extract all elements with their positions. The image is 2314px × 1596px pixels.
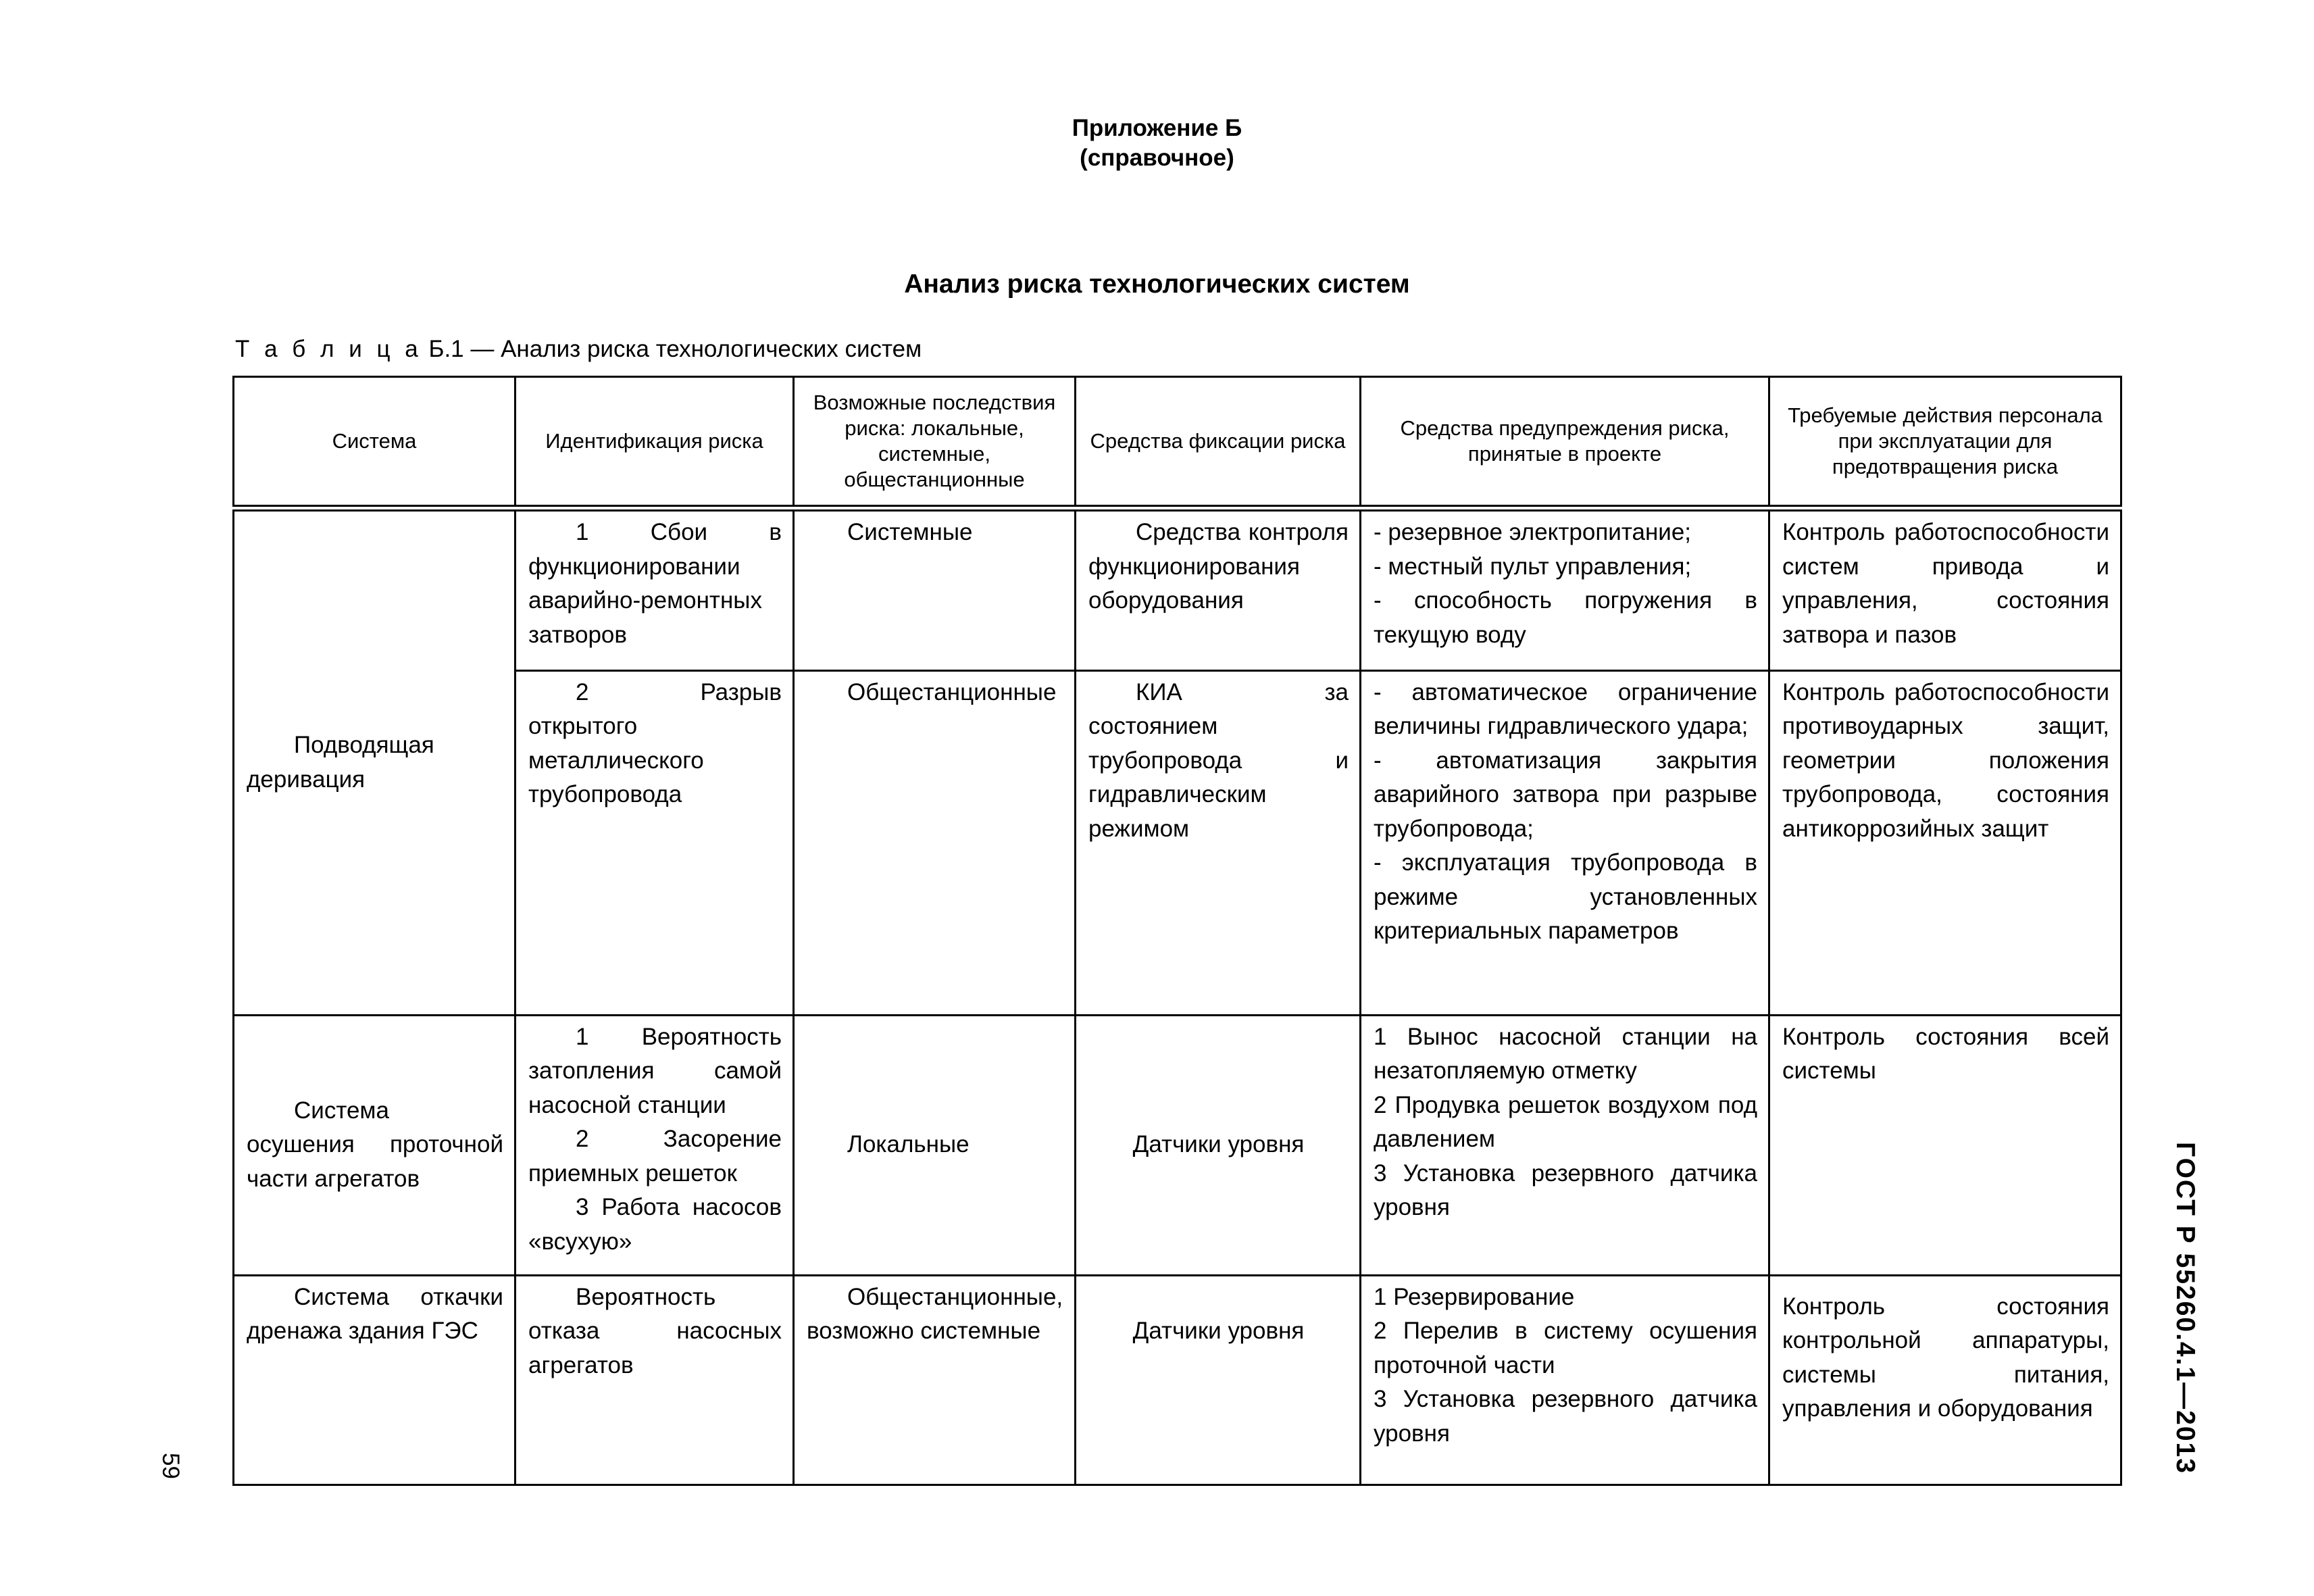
header-consequences: Возможные последствия риска: локальные, системные, общестанционные <box>794 377 1076 509</box>
risk-analysis-table <box>232 376 2122 1486</box>
cell-identification: Вероятность отказа насосных агрегатов <box>515 1275 794 1485</box>
prevention-item: 2 Продувка решеток воздухом под давлением <box>1374 1091 1757 1152</box>
prevention-item: - резервное электропитание; <box>1374 519 1692 545</box>
prevention-item: 2 Перелив в систему осушения проточной части <box>1374 1318 1757 1378</box>
header-prevention: Средства предупреждения риска, принятые в проекте <box>1361 377 1769 509</box>
cell-consequences: Системные <box>794 508 1076 670</box>
header-actions: Требуемые действия персонала при эксплуатации для предотвращения риска <box>1769 377 2121 509</box>
table-row <box>234 508 2121 670</box>
cell-prevention <box>1361 508 1769 670</box>
prevention-item: 1 Вынос насосной станции на незатопляемую отметку <box>1374 1023 1757 1084</box>
page-number: 59 <box>157 1453 184 1479</box>
prevention-item: - автоматическое ограничение величины гидравлического удара; <box>1374 678 1757 739</box>
identification-item: 3 Работа насосов «всухую» <box>528 1194 782 1255</box>
cell-actions: Контроль состояния контрольной аппаратуры, системы питания, управления и оборудования <box>1769 1275 2121 1485</box>
table-caption-prefix: Т а б л и ц а <box>235 336 422 362</box>
cell-identification: 2 Разрыв открытого металлического трубопровода <box>515 670 794 1015</box>
prevention-item: - местный пульт управления; <box>1374 553 1692 580</box>
table-row <box>234 670 2121 1015</box>
cell-prevention <box>1361 1275 1769 1485</box>
appendix-label: Приложение Б <box>1072 115 1242 141</box>
prevention-item: 3 Установка резервного датчика уровня <box>1374 1386 1757 1447</box>
cell-actions: Контроль работоспособности противоударных защит, геометрии положения трубопровода, состояния антикоррозийных защит <box>1769 670 2121 1015</box>
cell-fixation: Датчики уровня <box>1076 1015 1361 1275</box>
cell-actions: Контроль состояния всей системы <box>1769 1015 2121 1275</box>
identification-item: 1 Вероятность затопления самой насосной станции <box>528 1023 782 1118</box>
header-identification: Идентификация риска <box>515 377 794 509</box>
cell-system: Система осушения проточной части агрегатов <box>234 1015 515 1275</box>
section-title: Анализ риска технологических систем <box>904 270 1410 299</box>
cell-prevention <box>1361 670 1769 1015</box>
prevention-item: 1 Резервирование <box>1374 1283 1575 1310</box>
table-header-row <box>234 377 2121 509</box>
appendix-heading <box>0 114 2314 173</box>
cell-consequences: Локальные <box>794 1015 1076 1275</box>
cell-actions: Контроль работоспособности систем привода и управления, состояния затвора и пазов <box>1769 508 2121 670</box>
cell-fixation: Средства контроля функционирования оборудования <box>1076 508 1361 670</box>
cell-system: Система откачки дренажа здания ГЭС <box>234 1275 515 1485</box>
cell-prevention <box>1361 1015 1769 1275</box>
table-row <box>234 1275 2121 1485</box>
cell-fixation: Датчики уровня <box>1076 1275 1361 1485</box>
cell-identification <box>515 1015 794 1275</box>
cell-fixation: КИА за состоянием трубопровода и гидравлическим режимом <box>1076 670 1361 1015</box>
appendix-type: (справочное) <box>1080 145 1234 171</box>
prevention-item: - автоматизация закрытия аварийного затвора при разрыве трубопровода; <box>1374 747 1757 842</box>
header-fixation: Средства фиксации риска <box>1076 377 1361 509</box>
document-code: ГОСТ Р 55260.4.1—2013 <box>2171 1142 2200 1474</box>
prevention-item: - эксплуатация трубопровода в режиме установленных критериальных параметров <box>1374 849 1757 944</box>
cell-consequences: Общестанционные, возможно системные <box>794 1275 1076 1485</box>
prevention-item: - способность погружения в текущую воду <box>1374 587 1757 648</box>
identification-item: 2 Засорение приемных решеток <box>528 1126 782 1187</box>
prevention-item: 3 Установка резервного датчика уровня <box>1374 1159 1757 1220</box>
cell-system: Подводящая деривация <box>234 508 515 1015</box>
header-system: Система <box>234 377 515 509</box>
table-caption <box>235 335 922 364</box>
cell-consequences: Общестанционные <box>794 670 1076 1015</box>
table-row <box>234 1015 2121 1275</box>
table-caption-text: Б.1 — Анализ риска технологических систем <box>428 336 922 362</box>
cell-identification: 1 Сбои в функционировании аварийно-ремонтных затворов <box>515 508 794 670</box>
